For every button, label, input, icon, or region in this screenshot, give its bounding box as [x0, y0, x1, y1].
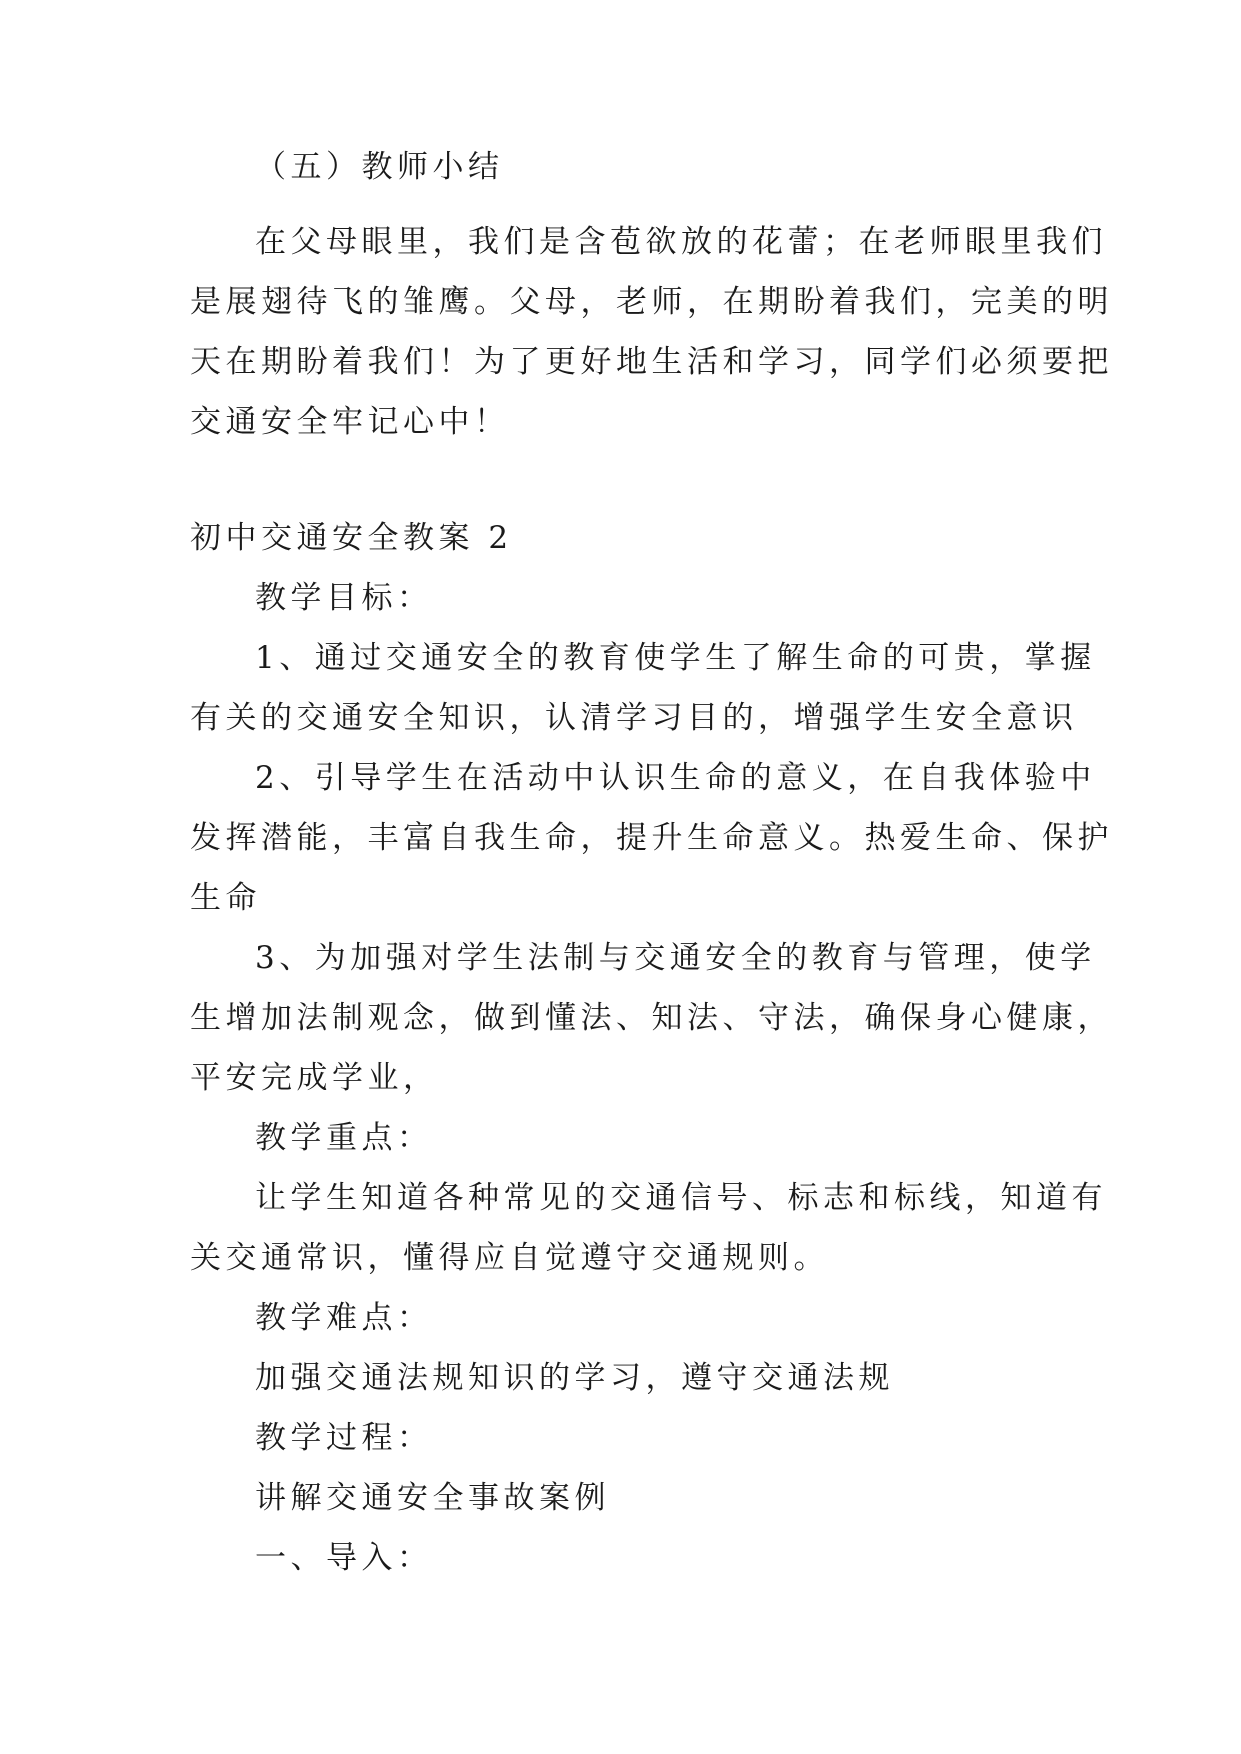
objective-line: 平安完成学业，	[190, 1060, 439, 1096]
section-heading: （五）教师小结	[255, 149, 504, 185]
objective-line: 生命	[190, 880, 261, 916]
objective-line: 发挥潜能，丰富自我生命，提升生命意义。热爱生命、保护	[190, 820, 1113, 856]
paragraph-line: 交通安全牢记心中！	[190, 404, 510, 440]
process-item: 讲解交通安全事故案例	[255, 1480, 610, 1516]
key-points-line: 关交通常识，懂得应自觉遵守交通规则。	[190, 1240, 829, 1276]
objective-line: 3、为加强对学生法制与交通安全的教育与管理，使学	[255, 940, 1096, 976]
paragraph-line: 是展翅待飞的雏鹰。父母，老师，在期盼着我们，完美的明	[190, 284, 1113, 320]
objective-line: 1、通过交通安全的教育使学生了解生命的可贵，掌握	[255, 640, 1096, 676]
difficulty-label: 教学难点：	[255, 1300, 433, 1336]
objective-line: 生增加法制观念，做到懂法、知法、守法，确保身心健康，	[190, 1000, 1113, 1036]
difficulty-text: 加强交通法规知识的学习，遵守交通法规	[255, 1360, 894, 1396]
objectives-label: 教学目标：	[255, 580, 433, 616]
paragraph-line: 在父母眼里，我们是含苞欲放的花蕾；在老师眼里我们	[255, 224, 1107, 260]
paragraph-line: 天在期盼着我们！为了更好地生活和学习，同学们必须要把	[190, 344, 1113, 380]
document-title: 初中交通安全教案 2	[190, 520, 513, 556]
key-points-line: 让学生知道各种常见的交通信号、标志和标线，知道有	[255, 1180, 1107, 1216]
process-label: 教学过程：	[255, 1420, 433, 1456]
objective-line: 有关的交通安全知识，认清学习目的，增强学生安全意识	[190, 700, 1078, 736]
intro-label: 一、导入：	[255, 1540, 433, 1576]
objective-line: 2、引导学生在活动中认识生命的意义，在自我体验中	[255, 760, 1096, 796]
key-points-label: 教学重点：	[255, 1120, 433, 1156]
